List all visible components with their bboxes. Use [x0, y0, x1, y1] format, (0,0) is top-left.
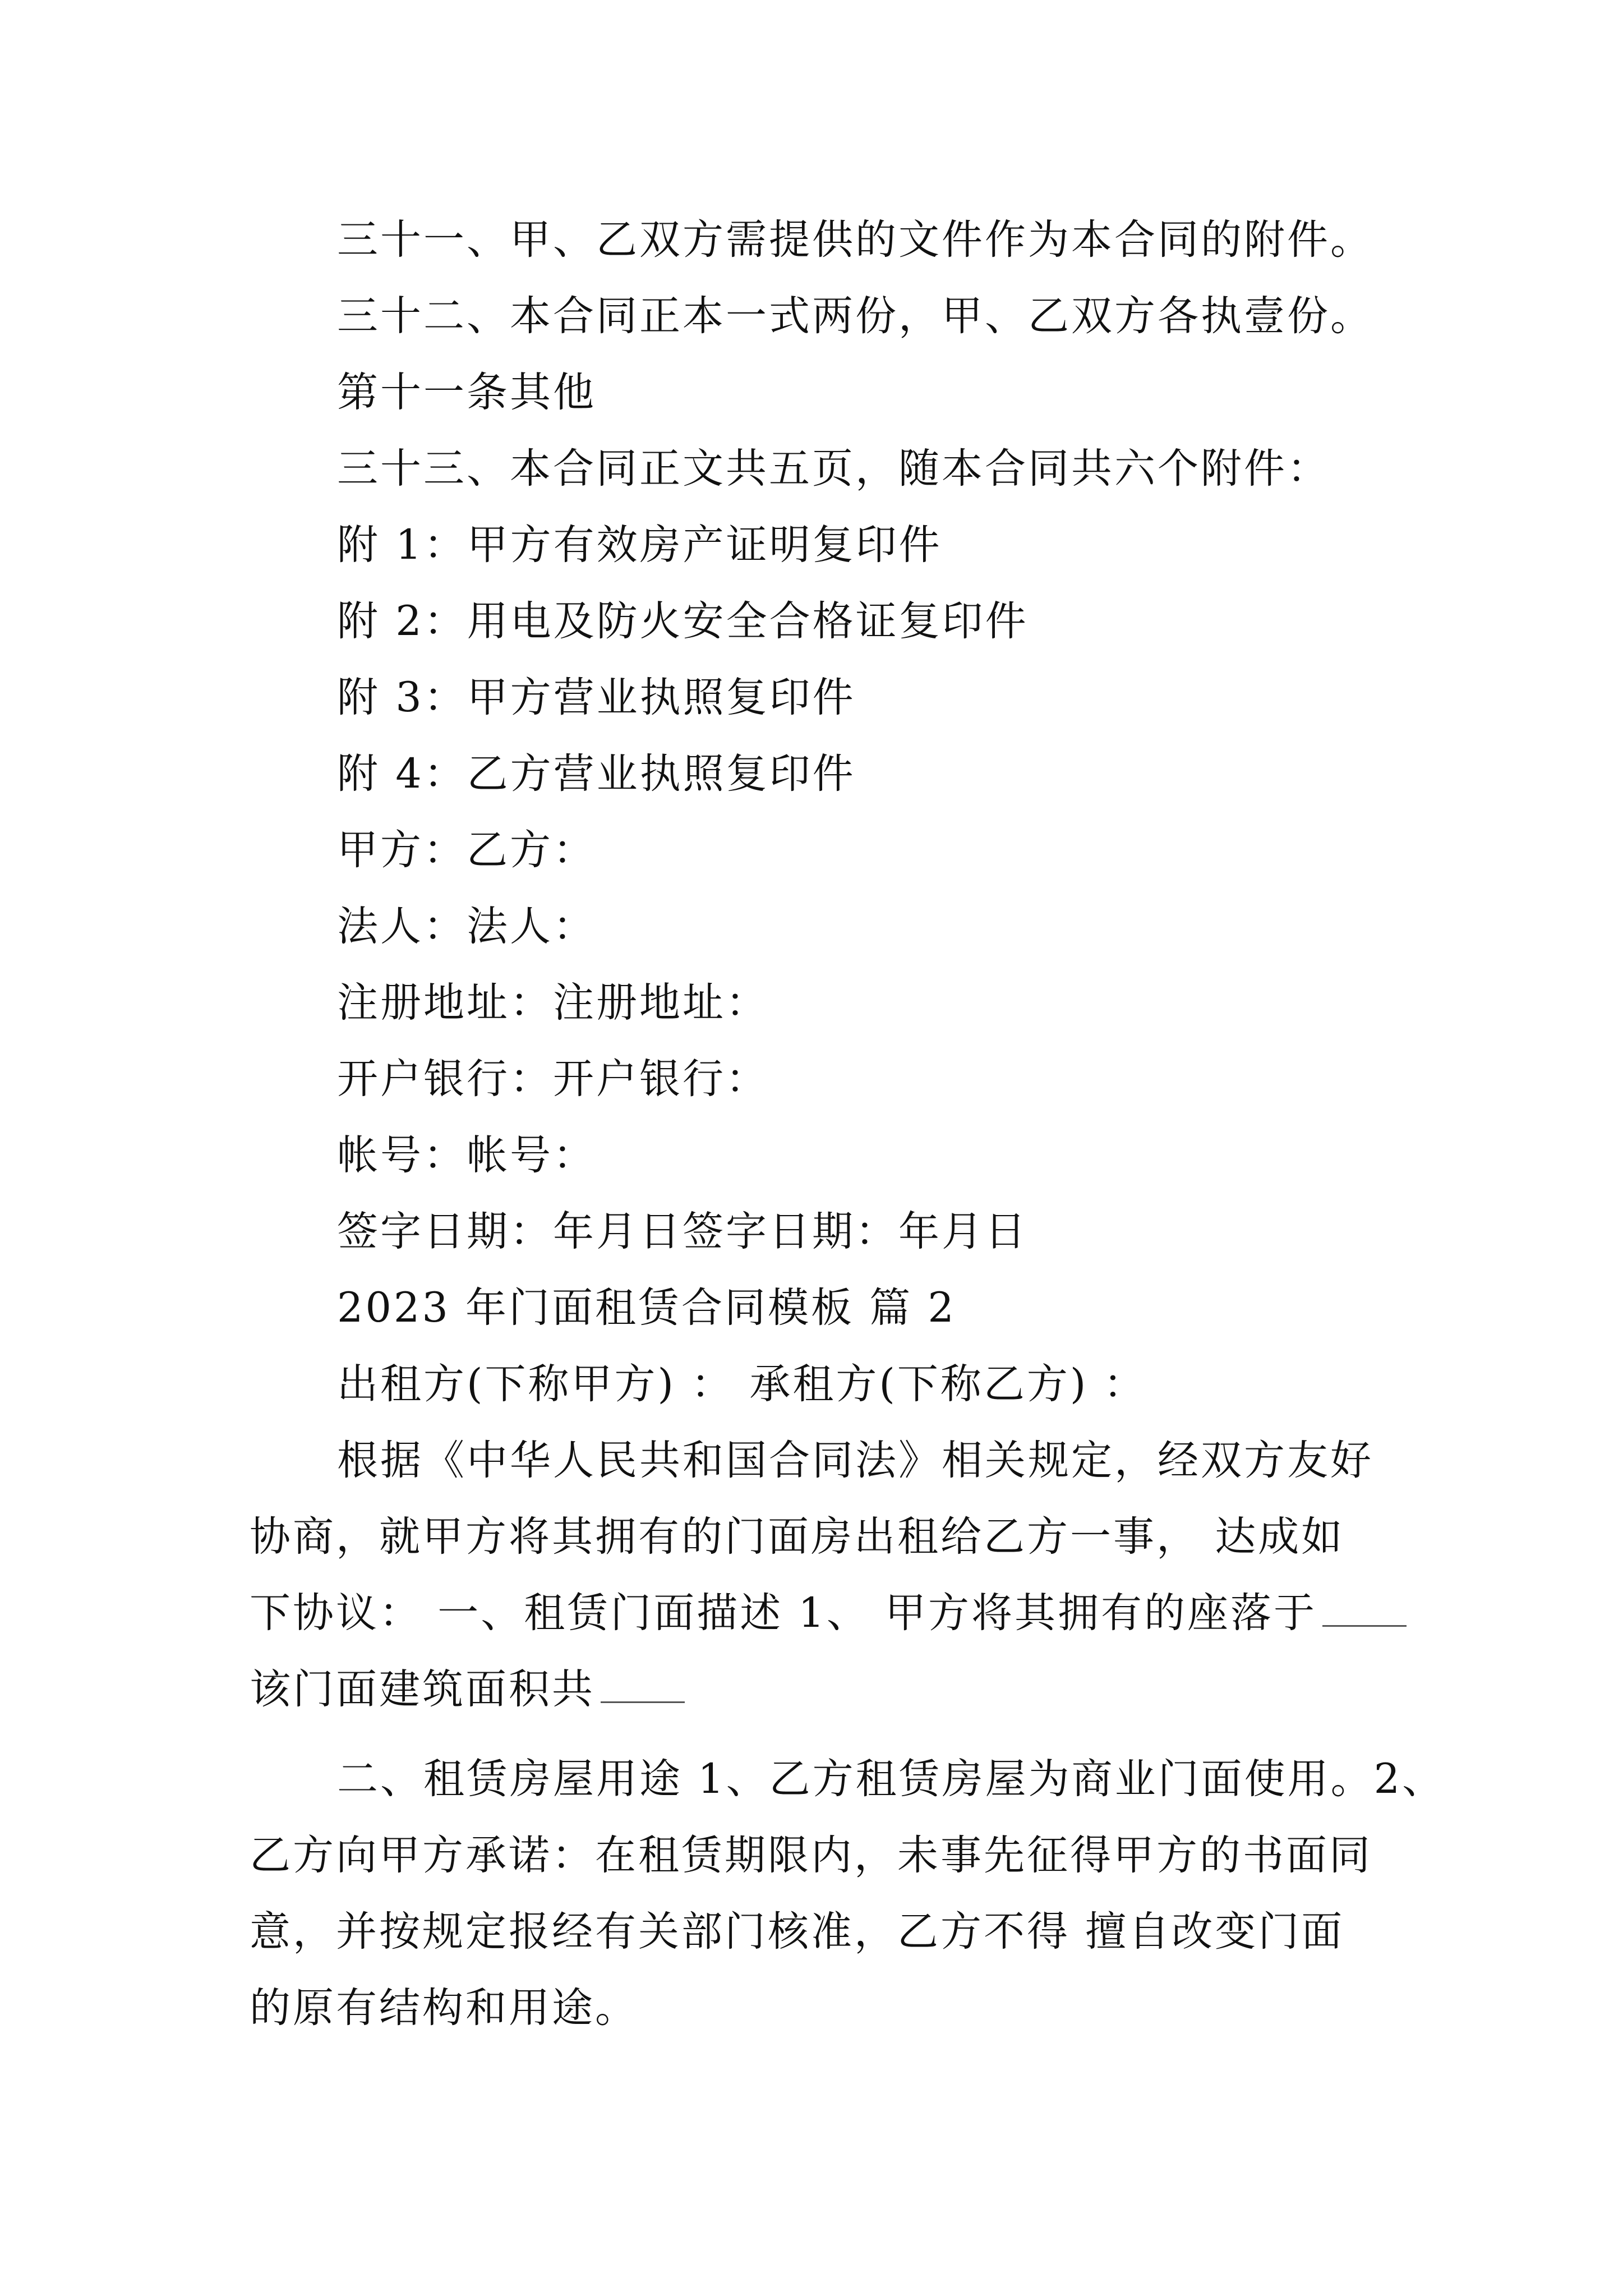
- paragraph-lease-description: [250, 1423, 1450, 1728]
- paragraph-line: 协商，就甲方将其拥有的门面房出租给乙方一事， 达成如: [250, 1513, 1345, 1561]
- paragraph-lease-use: [250, 1741, 1450, 2046]
- signature-registered-address: 注册地址：注册地址：: [337, 979, 769, 1027]
- paragraph-line: 二、租赁房屋用途 1、乙方租赁房屋为商业门面使用。2、: [337, 1755, 1446, 1803]
- clause-32: 三十二、本合同正本一式两份，甲、乙双方各执壹份。: [337, 292, 1373, 340]
- document-body: [250, 202, 1450, 2060]
- fill-blank: [601, 1670, 685, 1703]
- attachment-4: 附 4：乙方营业执照复印件: [337, 750, 856, 798]
- paragraph-line: [250, 1651, 1450, 1728]
- signature-account: 帐号：帐号：: [337, 1131, 596, 1179]
- contract-parties: 出租方(下称甲方) ： 承租方(下称乙方) ：: [337, 1360, 1147, 1408]
- paragraph-line: 的原有结构和用途。: [250, 1984, 638, 2032]
- contract-2-title: 2023 年门面租赁合同模板 篇 2: [337, 1284, 956, 1332]
- fill-blank: [1322, 1594, 1407, 1627]
- paragraph-line: 意，并按规定报经有关部门核准，乙方不得 擅自改变门面: [250, 1908, 1345, 1955]
- clause-31: 三十一、甲、乙双方需提供的文件作为本合同的附件。: [337, 216, 1373, 264]
- signature-legal-person: 法人：法人：: [337, 903, 596, 950]
- clause-33: 三十三、本合同正文共五页，随本合同共六个附件：: [337, 445, 1330, 493]
- paragraph-text: 下协议： 一、租赁门面描述 1、 甲方将其拥有的座落于: [250, 1589, 1317, 1637]
- paragraph-line: 乙方向甲方承诺：在租赁期限内，未事先征得甲方的书面同: [250, 1832, 1372, 1879]
- signature-date: 签字日期：年月日签字日期：年月日: [337, 1208, 1028, 1255]
- attachment-3: 附 3：甲方营业执照复印件: [337, 674, 856, 721]
- signature-party: 甲方：乙方：: [337, 826, 596, 874]
- attachment-2: 附 2：用电及防火安全合格证复印件: [337, 597, 1029, 645]
- signature-bank: 开户银行：开户银行：: [337, 1055, 769, 1103]
- article-11-heading: 第十一条其他: [337, 369, 596, 416]
- paragraph-text: 该门面建筑面积共: [250, 1665, 595, 1713]
- attachment-1: 附 1：甲方有效房产证明复印件: [337, 521, 942, 569]
- paragraph-line: 根据《中华人民共和国合同法》相关规定，经双方友好: [337, 1437, 1373, 1484]
- paragraph-line: [250, 1575, 1450, 1651]
